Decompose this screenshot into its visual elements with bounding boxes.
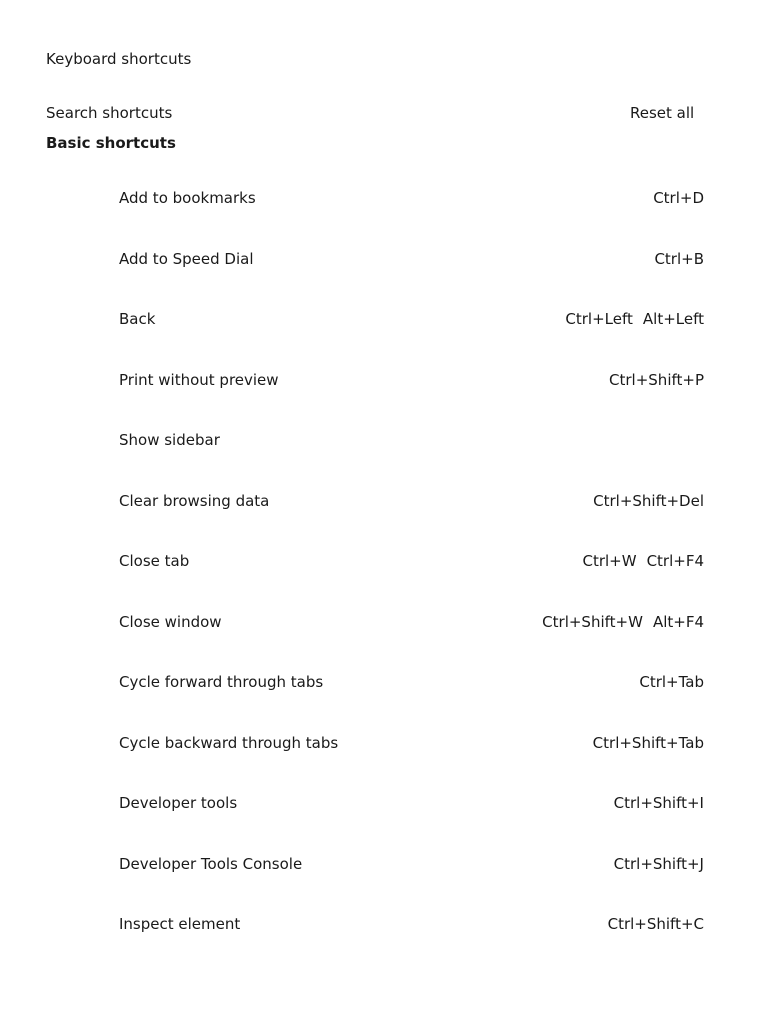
shortcut-key[interactable]: Alt+Left — [642, 310, 704, 329]
shortcut-keys — [653, 189, 704, 207]
shortcut-row[interactable] — [119, 894, 704, 955]
shortcut-name: Back — [119, 310, 156, 329]
shortcut-row[interactable] — [119, 834, 704, 895]
shortcut-keys — [654, 250, 704, 268]
shortcut-keys — [609, 371, 704, 389]
shortcut-name: Clear browsing data — [119, 491, 270, 510]
shortcut-name: Add to Speed Dial — [119, 249, 254, 268]
shortcut-key[interactable]: Ctrl+B — [654, 249, 704, 268]
shortcut-row[interactable] — [119, 471, 704, 532]
shortcut-name: Add to bookmarks — [119, 189, 256, 208]
shortcut-key[interactable]: Ctrl+Left — [565, 310, 633, 329]
shortcut-row[interactable] — [119, 531, 704, 592]
shortcut-key[interactable]: Ctrl+F4 — [646, 552, 704, 571]
shortcut-row[interactable] — [119, 773, 704, 834]
shortcut-key[interactable]: Ctrl+Shift+C — [607, 915, 704, 934]
shortcut-keys — [582, 552, 704, 570]
shortcut-name: Developer Tools Console — [119, 854, 303, 873]
shortcut-keys — [639, 673, 704, 691]
section-heading-basic-shortcuts: Basic shortcuts — [46, 134, 176, 152]
shortcut-name: Inspect element — [119, 915, 241, 934]
shortcut-keys — [614, 855, 704, 873]
shortcut-key[interactable]: Ctrl+Shift+Tab — [592, 733, 704, 752]
shortcut-keys — [593, 734, 704, 752]
shortcut-name: Show sidebar — [119, 431, 220, 450]
shortcut-key[interactable]: Ctrl+D — [653, 189, 704, 208]
shortcut-key[interactable]: Ctrl+Shift+W — [542, 612, 643, 631]
shortcut-row[interactable] — [119, 713, 704, 774]
shortcut-row[interactable] — [119, 289, 704, 350]
shortcut-keys — [565, 310, 704, 328]
shortcut-name: Cycle backward through tabs — [119, 733, 339, 752]
shortcut-row[interactable] — [119, 410, 704, 471]
shortcut-key[interactable]: Ctrl+Shift+J — [613, 854, 704, 873]
shortcut-row[interactable] — [119, 229, 704, 290]
shortcut-keys — [614, 794, 704, 812]
shortcut-name: Print without preview — [119, 370, 279, 389]
shortcut-name: Close tab — [119, 552, 190, 571]
shortcut-keys — [593, 492, 704, 510]
shortcut-name: Developer tools — [119, 794, 238, 813]
shortcut-keys — [542, 613, 704, 631]
shortcut-row[interactable] — [119, 592, 704, 653]
shortcut-key[interactable]: Alt+F4 — [652, 612, 704, 631]
shortcut-name: Cycle forward through tabs — [119, 673, 324, 692]
shortcut-keys — [608, 915, 704, 933]
shortcut-row[interactable] — [119, 350, 704, 411]
search-shortcuts-input[interactable]: Search shortcuts — [46, 104, 173, 122]
shortcut-key[interactable]: Ctrl+Shift+Del — [593, 491, 704, 510]
shortcut-name: Close window — [119, 612, 222, 631]
shortcut-row[interactable] — [119, 652, 704, 713]
shortcut-row[interactable] — [119, 168, 704, 229]
shortcut-key[interactable]: Ctrl+Tab — [639, 673, 704, 692]
shortcut-list — [119, 168, 704, 955]
shortcut-key[interactable]: Ctrl+W — [582, 552, 637, 571]
shortcut-key[interactable]: Ctrl+Shift+I — [613, 794, 704, 813]
page-title: Keyboard shortcuts — [46, 50, 192, 68]
shortcut-key[interactable]: Ctrl+Shift+P — [609, 370, 704, 389]
reset-all-button[interactable]: Reset all — [630, 104, 695, 122]
